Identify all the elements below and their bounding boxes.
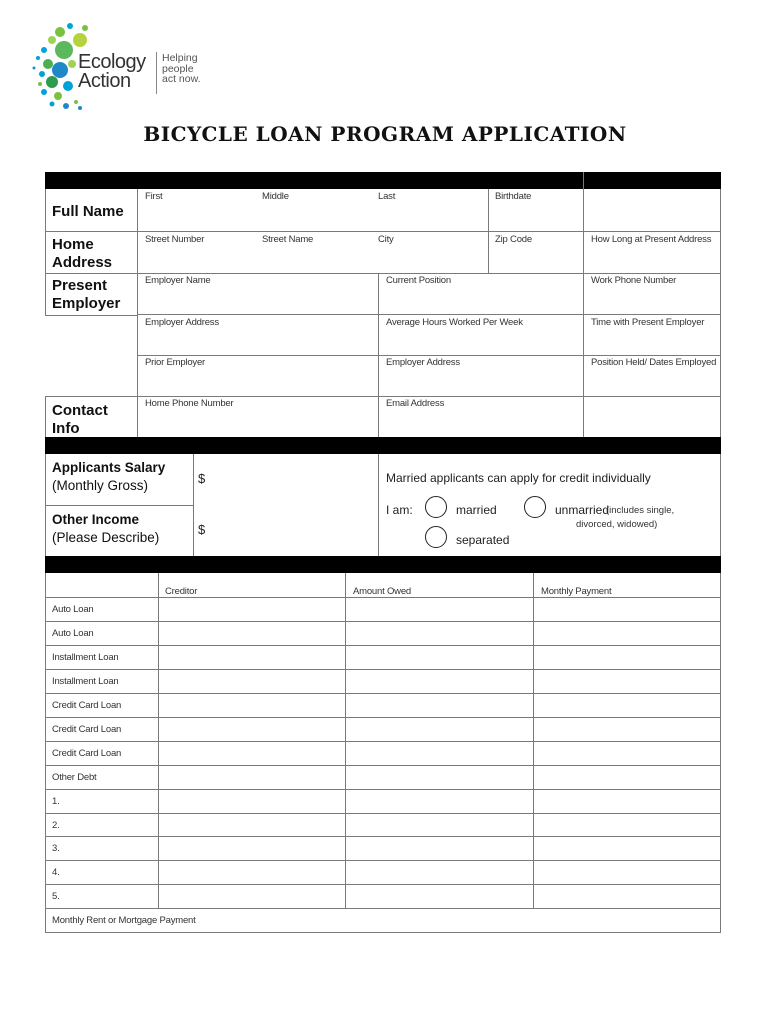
debt-row-label: Credit Card Loan bbox=[52, 748, 122, 759]
home-address-line2: Address bbox=[52, 254, 113, 271]
logo-name-line1: Ecology bbox=[78, 51, 146, 73]
present-employer-heading bbox=[52, 277, 120, 313]
income-header-bar bbox=[45, 437, 721, 454]
salary-label-text: Applicants Salary bbox=[52, 460, 166, 475]
time-with-employer-field[interactable]: Time with Present Employer bbox=[591, 317, 705, 328]
logo-tag-line1: Helping bbox=[162, 52, 198, 64]
debts-header-bar bbox=[45, 556, 721, 573]
contact-info-heading bbox=[52, 402, 108, 438]
i-am-label: I am: bbox=[386, 503, 413, 517]
current-position-field[interactable]: Current Position bbox=[386, 275, 451, 286]
debt-row-label: Installment Loan bbox=[52, 652, 119, 663]
unmarried-note-1: (includes single, bbox=[606, 505, 675, 516]
present-employer-line2: Employer bbox=[52, 295, 121, 312]
debt-row-label: 2. bbox=[52, 820, 60, 831]
salary-label bbox=[52, 459, 165, 495]
separated-radio[interactable] bbox=[425, 526, 447, 548]
birthdate-field[interactable]: Birthdate bbox=[495, 191, 532, 202]
married-note: Married applicants can apply for credit individually bbox=[386, 471, 651, 485]
last-name-field[interactable]: Last bbox=[378, 191, 396, 202]
debt-row-label: Installment Loan bbox=[52, 676, 119, 687]
city-field[interactable]: City bbox=[378, 234, 394, 245]
debt-row-label: 5. bbox=[52, 891, 60, 902]
debt-row-label: Auto Loan bbox=[52, 628, 94, 639]
full-name-heading: Full Name bbox=[52, 203, 124, 220]
other-income-label bbox=[52, 511, 159, 547]
page-title: BICYCLE LOAN PROGRAM APPLICATION bbox=[143, 122, 627, 146]
street-number-field[interactable]: Street Number bbox=[145, 234, 205, 245]
home-phone-field[interactable]: Home Phone Number bbox=[145, 398, 234, 409]
avg-hours-field[interactable]: Average Hours Worked Per Week bbox=[386, 317, 523, 328]
logo-tag-line3: act now. bbox=[162, 73, 201, 85]
salary-sub-text: (Monthly Gross) bbox=[52, 478, 149, 493]
logo-name-line2: Action bbox=[78, 70, 131, 92]
email-field[interactable]: Email Address bbox=[386, 398, 445, 409]
prior-employer-address-field[interactable]: Employer Address bbox=[386, 357, 460, 368]
logo-tag-line2: people bbox=[162, 62, 194, 75]
amount-owed-header: Amount Owed bbox=[353, 586, 411, 597]
separated-label: separated bbox=[456, 533, 510, 547]
logo-tagline bbox=[162, 53, 201, 85]
section-header-bar bbox=[45, 172, 721, 189]
employer-name-field[interactable]: Employer Name bbox=[145, 275, 211, 286]
position-held-field[interactable]: Position Held/ Dates Employed bbox=[591, 357, 717, 368]
first-name-field[interactable]: First bbox=[145, 191, 163, 202]
logo-name bbox=[78, 53, 146, 91]
contact-info-line1: Contact bbox=[52, 402, 108, 419]
debt-row-label: Credit Card Loan bbox=[52, 724, 122, 735]
employer-address-field[interactable]: Employer Address bbox=[145, 317, 219, 328]
monthly-payment-header: Monthly Payment bbox=[541, 586, 612, 597]
unmarried-label: unmarried bbox=[555, 503, 610, 517]
debt-row-label: Other Debt bbox=[52, 772, 97, 783]
salary-input[interactable]: $ bbox=[198, 471, 206, 486]
how-long-field[interactable]: How Long at Present Address bbox=[591, 234, 712, 245]
debt-row-label: 4. bbox=[52, 867, 60, 878]
rent-mortgage-label[interactable]: Monthly Rent or Mortgage Payment bbox=[52, 915, 196, 926]
zip-code-field[interactable]: Zip Code bbox=[495, 234, 532, 245]
unmarried-radio[interactable] bbox=[524, 496, 546, 518]
contact-info-line2: Info bbox=[52, 420, 80, 437]
present-employer-line1: Present bbox=[52, 277, 108, 294]
debt-row-label: Auto Loan bbox=[52, 604, 94, 615]
logo-divider bbox=[156, 52, 157, 94]
prior-employer-field[interactable]: Prior Employer bbox=[145, 357, 206, 368]
street-name-field[interactable]: Street Name bbox=[262, 234, 314, 245]
home-address-line1: Home bbox=[52, 236, 94, 253]
debt-row-label: 1. bbox=[52, 796, 60, 807]
other-income-label-text: Other Income bbox=[52, 512, 140, 527]
married-label: married bbox=[456, 503, 497, 517]
unmarried-note-2: divorced, widowed) bbox=[576, 519, 658, 530]
married-radio[interactable] bbox=[425, 496, 447, 518]
home-address-heading bbox=[52, 236, 112, 272]
work-phone-field[interactable]: Work Phone Number bbox=[591, 275, 677, 286]
middle-name-field[interactable]: Middle bbox=[262, 191, 289, 202]
debt-row-label: 3. bbox=[52, 843, 60, 854]
other-income-sub-text: (Please Describe) bbox=[52, 530, 160, 545]
debt-row-label: Credit Card Loan bbox=[52, 700, 122, 711]
other-income-input[interactable]: $ bbox=[198, 522, 206, 537]
creditor-header: Creditor bbox=[165, 586, 198, 597]
ecology-action-logo bbox=[30, 20, 220, 115]
